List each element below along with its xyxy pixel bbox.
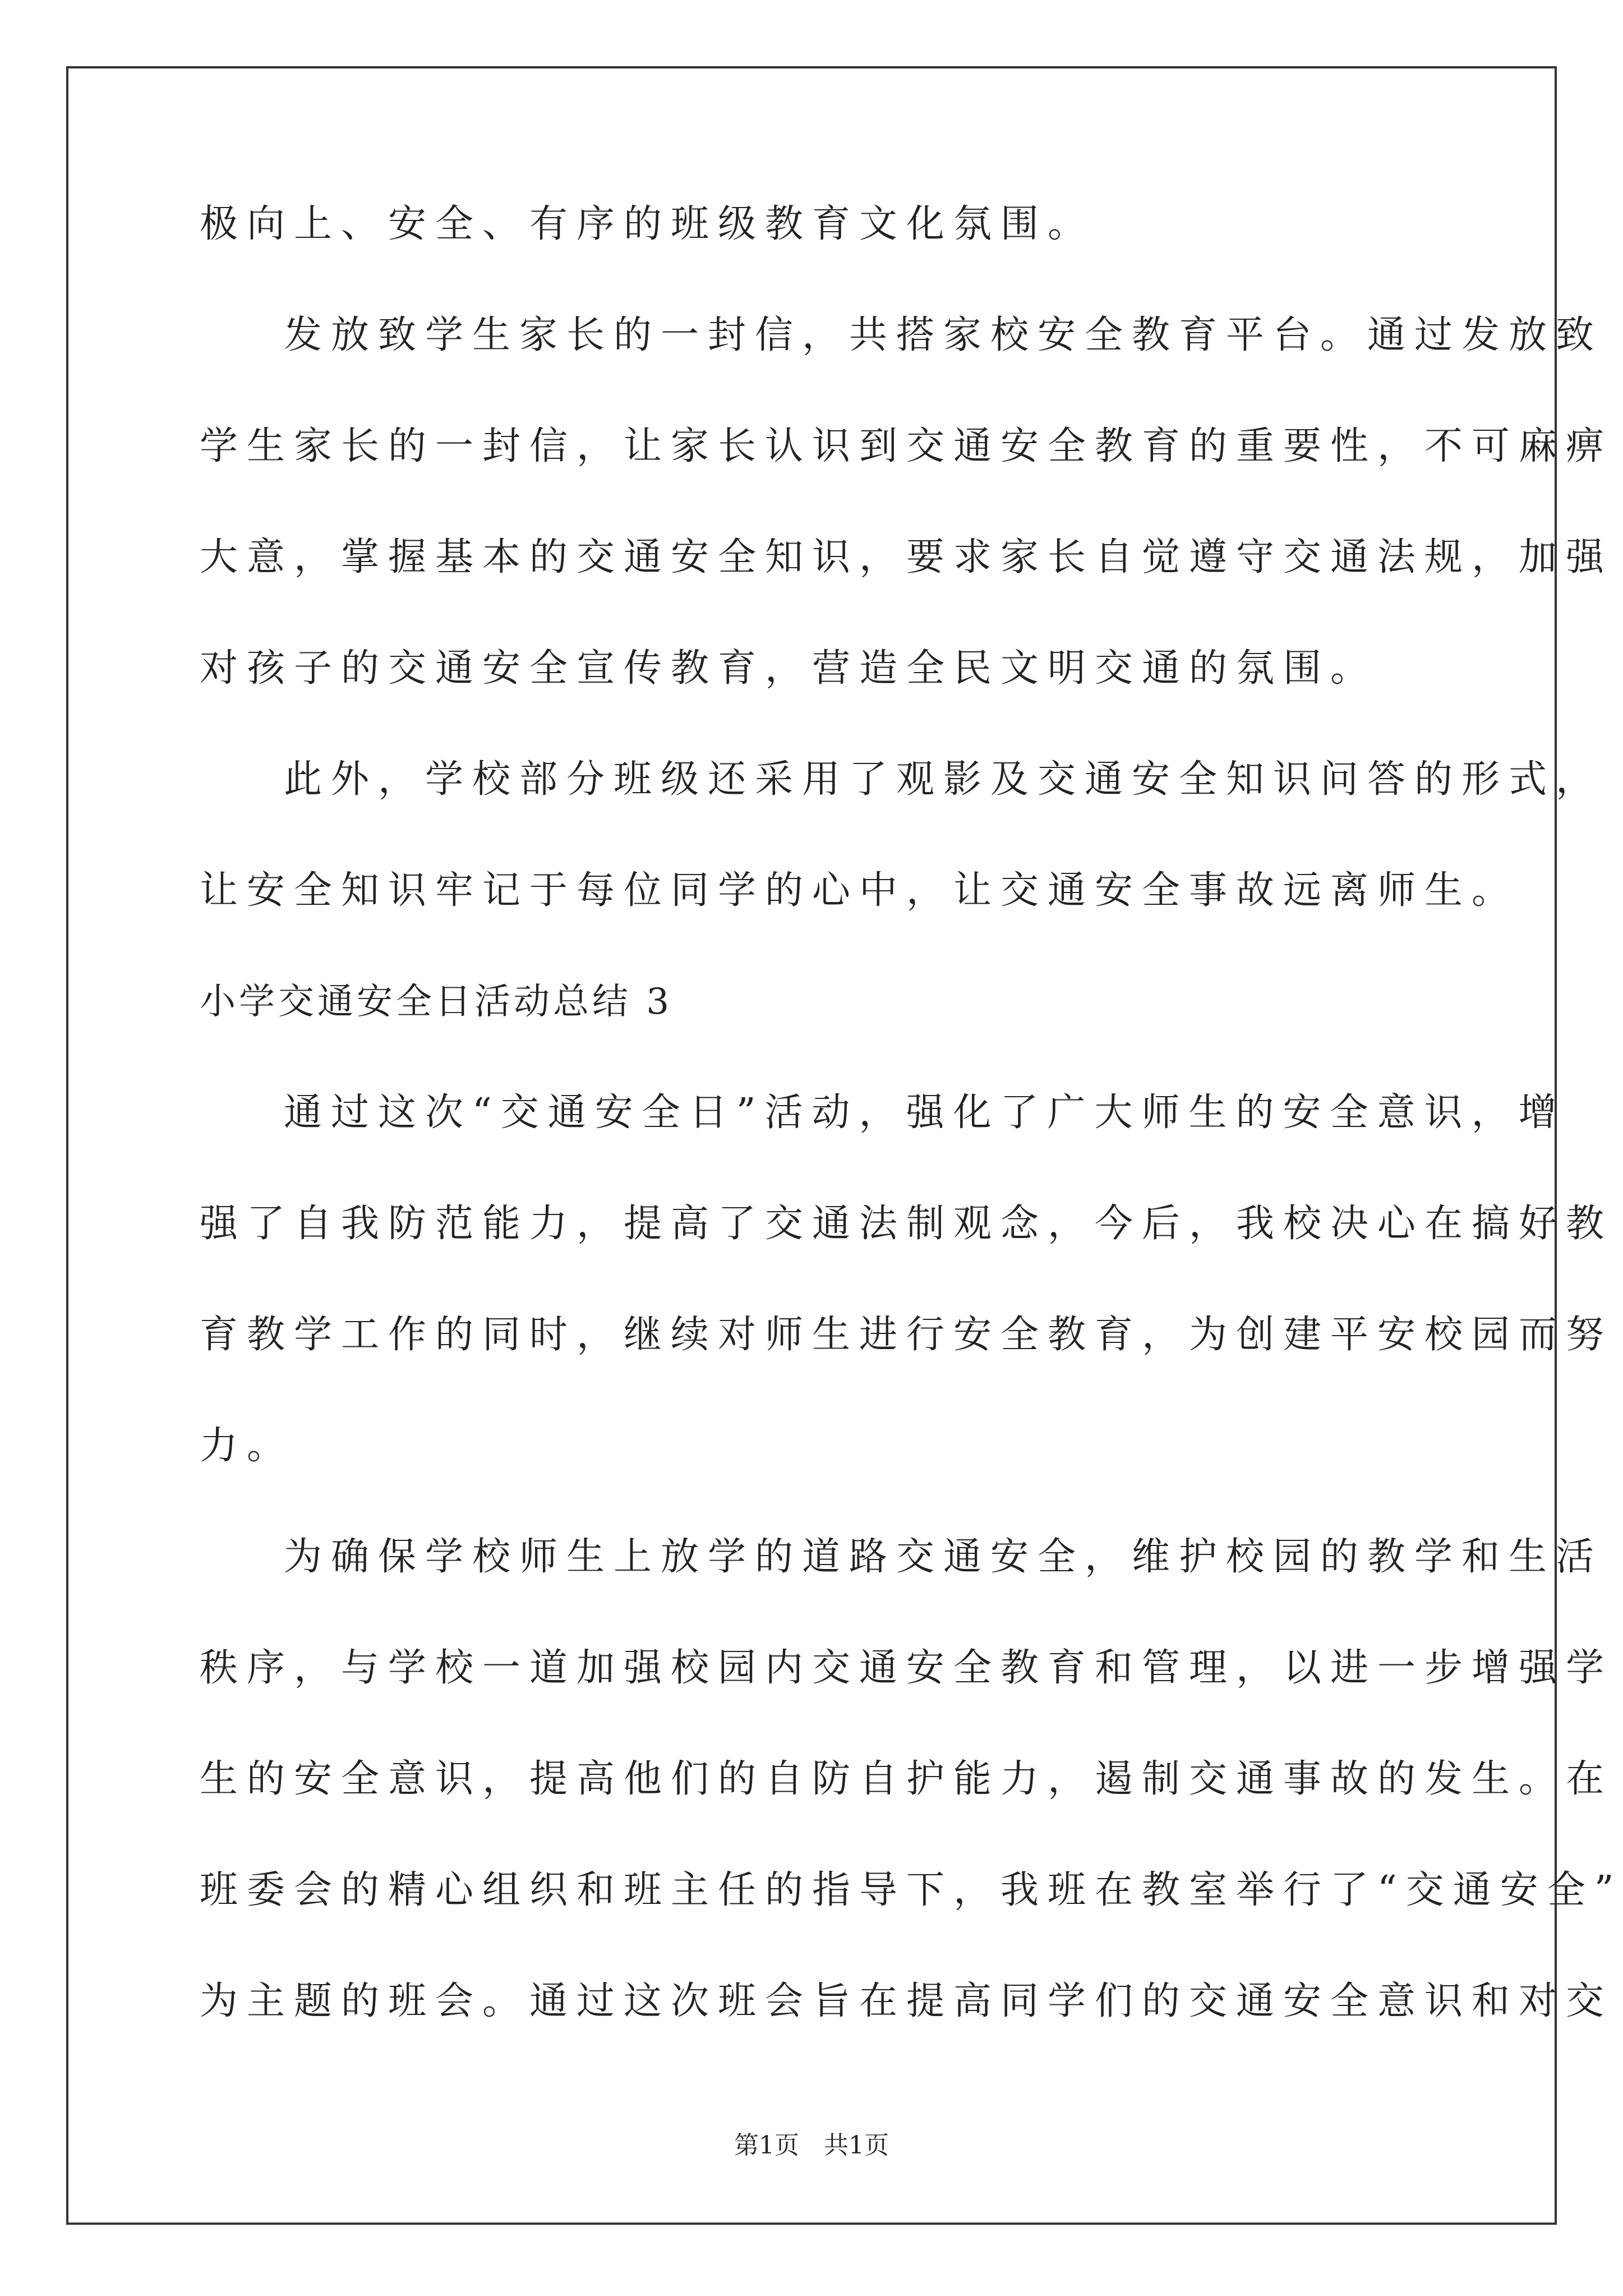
paragraph-start-line: 为确保学校师生上放学的道路交通安全，维护校园的教学和生活 xyxy=(284,1535,1603,1579)
text-line: 对孩子的交通安全宣传教育，营造全民文明交通的氛围。 xyxy=(200,646,1378,691)
text-line: 极向上、安全、有序的班级教育文化氛围。 xyxy=(200,202,1095,246)
text-line: 班委会的精心组织和班主任的指导下，我班在教室举行了“交通安全” xyxy=(200,1868,1623,1912)
text-line: 力。 xyxy=(200,1424,294,1468)
page-number-footer: 第1页 共1页 xyxy=(734,2131,889,2160)
text-line: 让安全知识牢记于每位同学的心中，让交通安全事故远离师生。 xyxy=(200,868,1519,913)
paragraph-start-line: 此外，学校部分班级还采用了观影及交通安全知识问答的形式， xyxy=(284,757,1603,802)
paragraph-start-line: 发放致学生家长的一封信，共搭家校安全教育平台。通过发放致 xyxy=(284,313,1603,357)
text-line: 为主题的班会。通过这次班会旨在提高同学们的交通安全意识和对交 xyxy=(200,1979,1613,2023)
text-line: 秩序，与学校一道加强校园内交通安全教育和管理，以进一步增强学 xyxy=(200,1646,1613,1690)
paragraph-start-line: 通过这次“交通安全日”活动，强化了广大师生的安全意识，增 xyxy=(284,1091,1566,1135)
text-line: 生的安全意识，提高他们的自防自护能力，遏制交通事故的发生。在 xyxy=(200,1757,1613,1801)
text-line: 学生家长的一封信，让家长认识到交通安全教育的重要性，不可麻痹 xyxy=(200,424,1613,468)
section-heading: 小学交通安全日活动总结 3 xyxy=(200,981,673,1023)
text-line: 大意，掌握基本的交通安全知识，要求家长自觉遵守交通法规，加强 xyxy=(200,535,1613,579)
text-line: 强了自我防范能力，提高了交通法制观念，今后，我校决心在搞好教 xyxy=(200,1202,1613,1246)
text-line: 育教学工作的同时，继续对师生进行安全教育，为创建平安校园而努 xyxy=(200,1313,1613,1357)
